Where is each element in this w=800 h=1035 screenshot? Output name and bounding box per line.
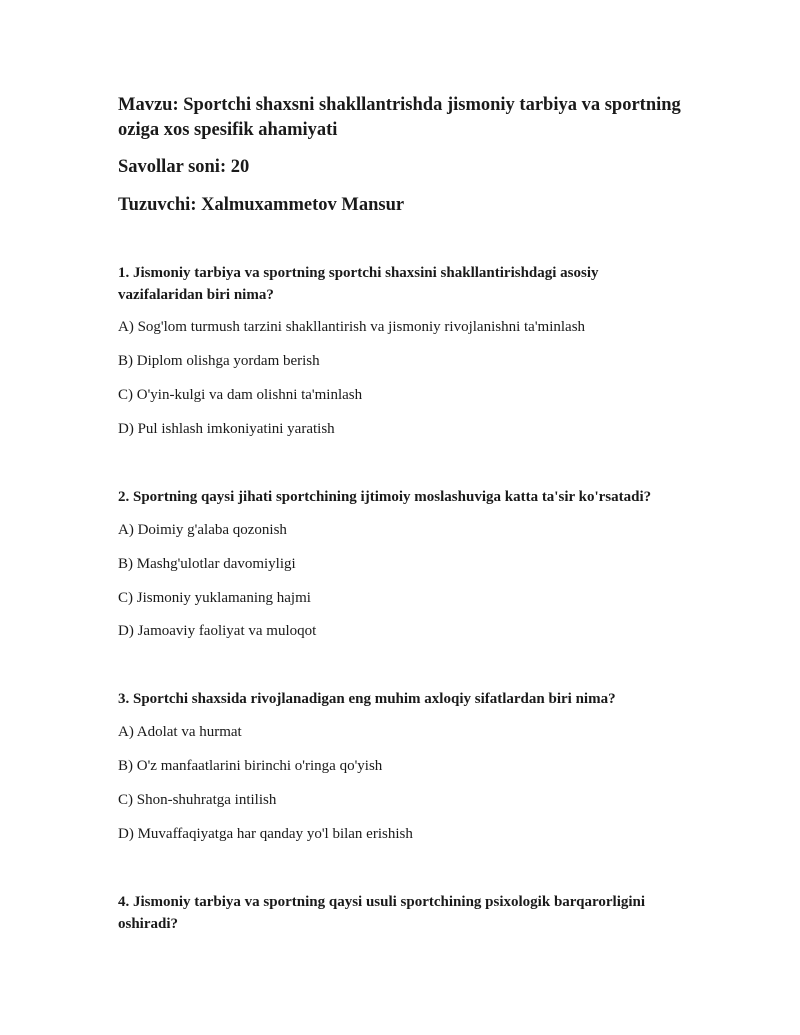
question-1-option-d: D) Pul ishlash imkoniyatini yaratish [118, 421, 335, 437]
question-3-option-c: C) Shon-shuhratga intilish [118, 792, 277, 808]
question-3-option-b: B) O'z manfaatlarini birinchi o'ringa qo'yish [118, 758, 383, 774]
question-3-option-a: A) Adolat va hurmat [118, 724, 242, 740]
question-1-option-a: A) Sog'lom turmush tarzini shakllantirish va jismoniy rivojlanishni ta'minlash [118, 319, 586, 335]
question-1: 1. Jismoniy tarbiya va sportning sportchi shaxsini shakllantirishdagi asosiy vazifalaridan biri nima? [118, 265, 599, 303]
question-count: Savollar soni: 20 [118, 157, 250, 177]
question-2-option-a: A) Doimiy g'alaba qozonish [118, 522, 287, 538]
question-2-option-c: C) Jismoniy yuklamaning hajmi [118, 590, 311, 606]
question-4: 4. Jismoniy tarbiya va sportning qaysi usuli sportchining psixologik barqarorligini oshiradi? [118, 894, 646, 932]
question-3: 3. Sportchi shaxsida rivojlanadigan eng muhim axloqiy sifatlardan biri nima? [118, 691, 616, 707]
question-2: 2. Sportning qaysi jihati sportchining ijtimoiy moslashuviga katta ta'sir ko'rsatadi? [118, 489, 652, 505]
question-2-option-d: D) Jamoaviy faoliyat va muloqot [118, 623, 317, 639]
question-1-option-c: C) O'yin-kulgi va dam olishni ta'minlash [118, 387, 363, 403]
question-3-option-d: D) Muvaffaqiyatga har qanday yo'l bilan erishish [118, 826, 413, 842]
author: Tuzuvchi: Xalmuxammetov Mansur [118, 195, 405, 215]
question-2-option-b: B) Mashg'ulotlar davomiyligi [118, 556, 296, 572]
document-title: Mavzu: Sportchi shaxsni shakllantrishda jismoniy tarbiya va sportning oziga xos spesifik ahamiyati [118, 95, 681, 140]
question-1-option-b: B) Diplom olishga yordam berish [118, 353, 320, 369]
